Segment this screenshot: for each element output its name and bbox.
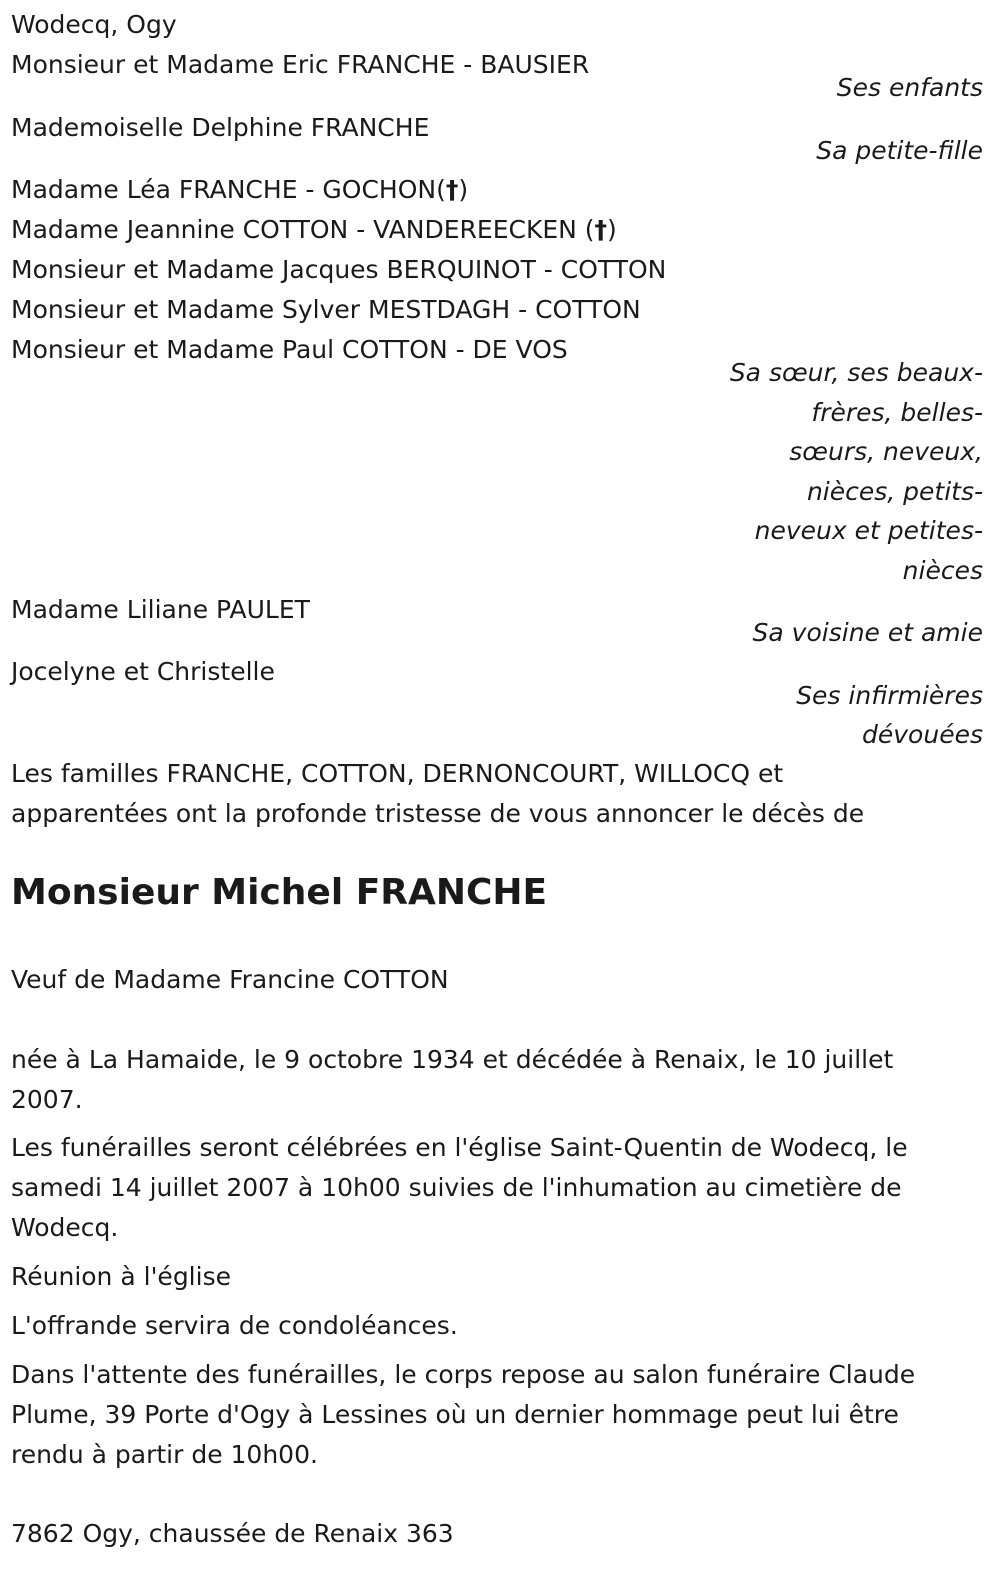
address-line: 7862 Ogy, chaussée de Renaix 363 [11,1519,454,1548]
family-role-line: frères, belles- [811,398,983,427]
family-name-jeannine: Madame Jeannine COTTON - VANDEREECKEN (†) [11,215,617,244]
cross-icon: † [594,215,608,244]
granddaughter-name: Mademoiselle Delphine FRANCHE [11,113,430,142]
birth-death-text: née à La Hamaide, le 9 octobre 1934 et décédée à Renaix, le 10 juillet 2007. [11,1045,894,1114]
nurses-role-line: dévouées [862,720,983,749]
location-header: Wodecq, Ogy [11,10,177,39]
family-role-line: nièces [902,556,983,585]
granddaughter-role: Sa petite-fille [816,136,983,165]
neighbor-name: Madame Liliane PAULET [11,595,310,624]
family-role-line: nièces, petits- [806,477,983,506]
viewing-text: Dans l'attente des funérailles, le corps repose au salon funéraire Claude Plume, 39 Porte d'Ogy à Lessines où un dernier hommage peut lui être rendu à partir de 10h00. [11,1360,916,1469]
children-role: Ses enfants [836,73,983,102]
funeral-text: Les funérailles seront célébrées en l'église Saint-Quentin de Wodecq, le samedi 14 juillet 2007 à 10h00 suivies de l'inhumation au cimetière de Wodecq. [11,1133,908,1242]
nurses-names: Jocelyne et Christelle [11,657,275,686]
meeting-text: Réunion à l'église [11,1262,231,1291]
spouse-line: Veuf de Madame Francine COTTON [11,965,449,994]
family-name-berquinot: Monsieur et Madame Jacques BERQUINOT - COTTON [11,255,667,284]
neighbor-role: Sa voisine et amie [752,618,983,647]
announcement-line: apparentées ont la profonde tristesse de vous annoncer le décès de [11,799,865,828]
family-role-line: Sa sœur, ses beaux- [729,358,983,387]
family-name-mestdagh: Monsieur et Madame Sylver MESTDAGH - COTTON [11,295,641,324]
family-role-line: sœurs, neveux, [789,437,983,466]
family-name-lea: Madame Léa FRANCHE - GOCHON(†) [11,175,469,204]
offering-text: L'offrande servira de condoléances. [11,1311,458,1340]
family-role-line: neveux et petites- [754,516,983,545]
children-name: Monsieur et Madame Eric FRANCHE - BAUSIER [11,50,590,79]
nurses-role-line: Ses infirmières [796,681,983,710]
family-name-paul-cotton: Monsieur et Madame Paul COTTON - DE VOS [11,335,568,364]
cross-icon: † [445,175,459,204]
announcement-line: Les familles FRANCHE, COTTON, DERNONCOURT, WILLOCQ et [11,759,784,788]
deceased-name: Monsieur Michel FRANCHE [11,872,548,913]
